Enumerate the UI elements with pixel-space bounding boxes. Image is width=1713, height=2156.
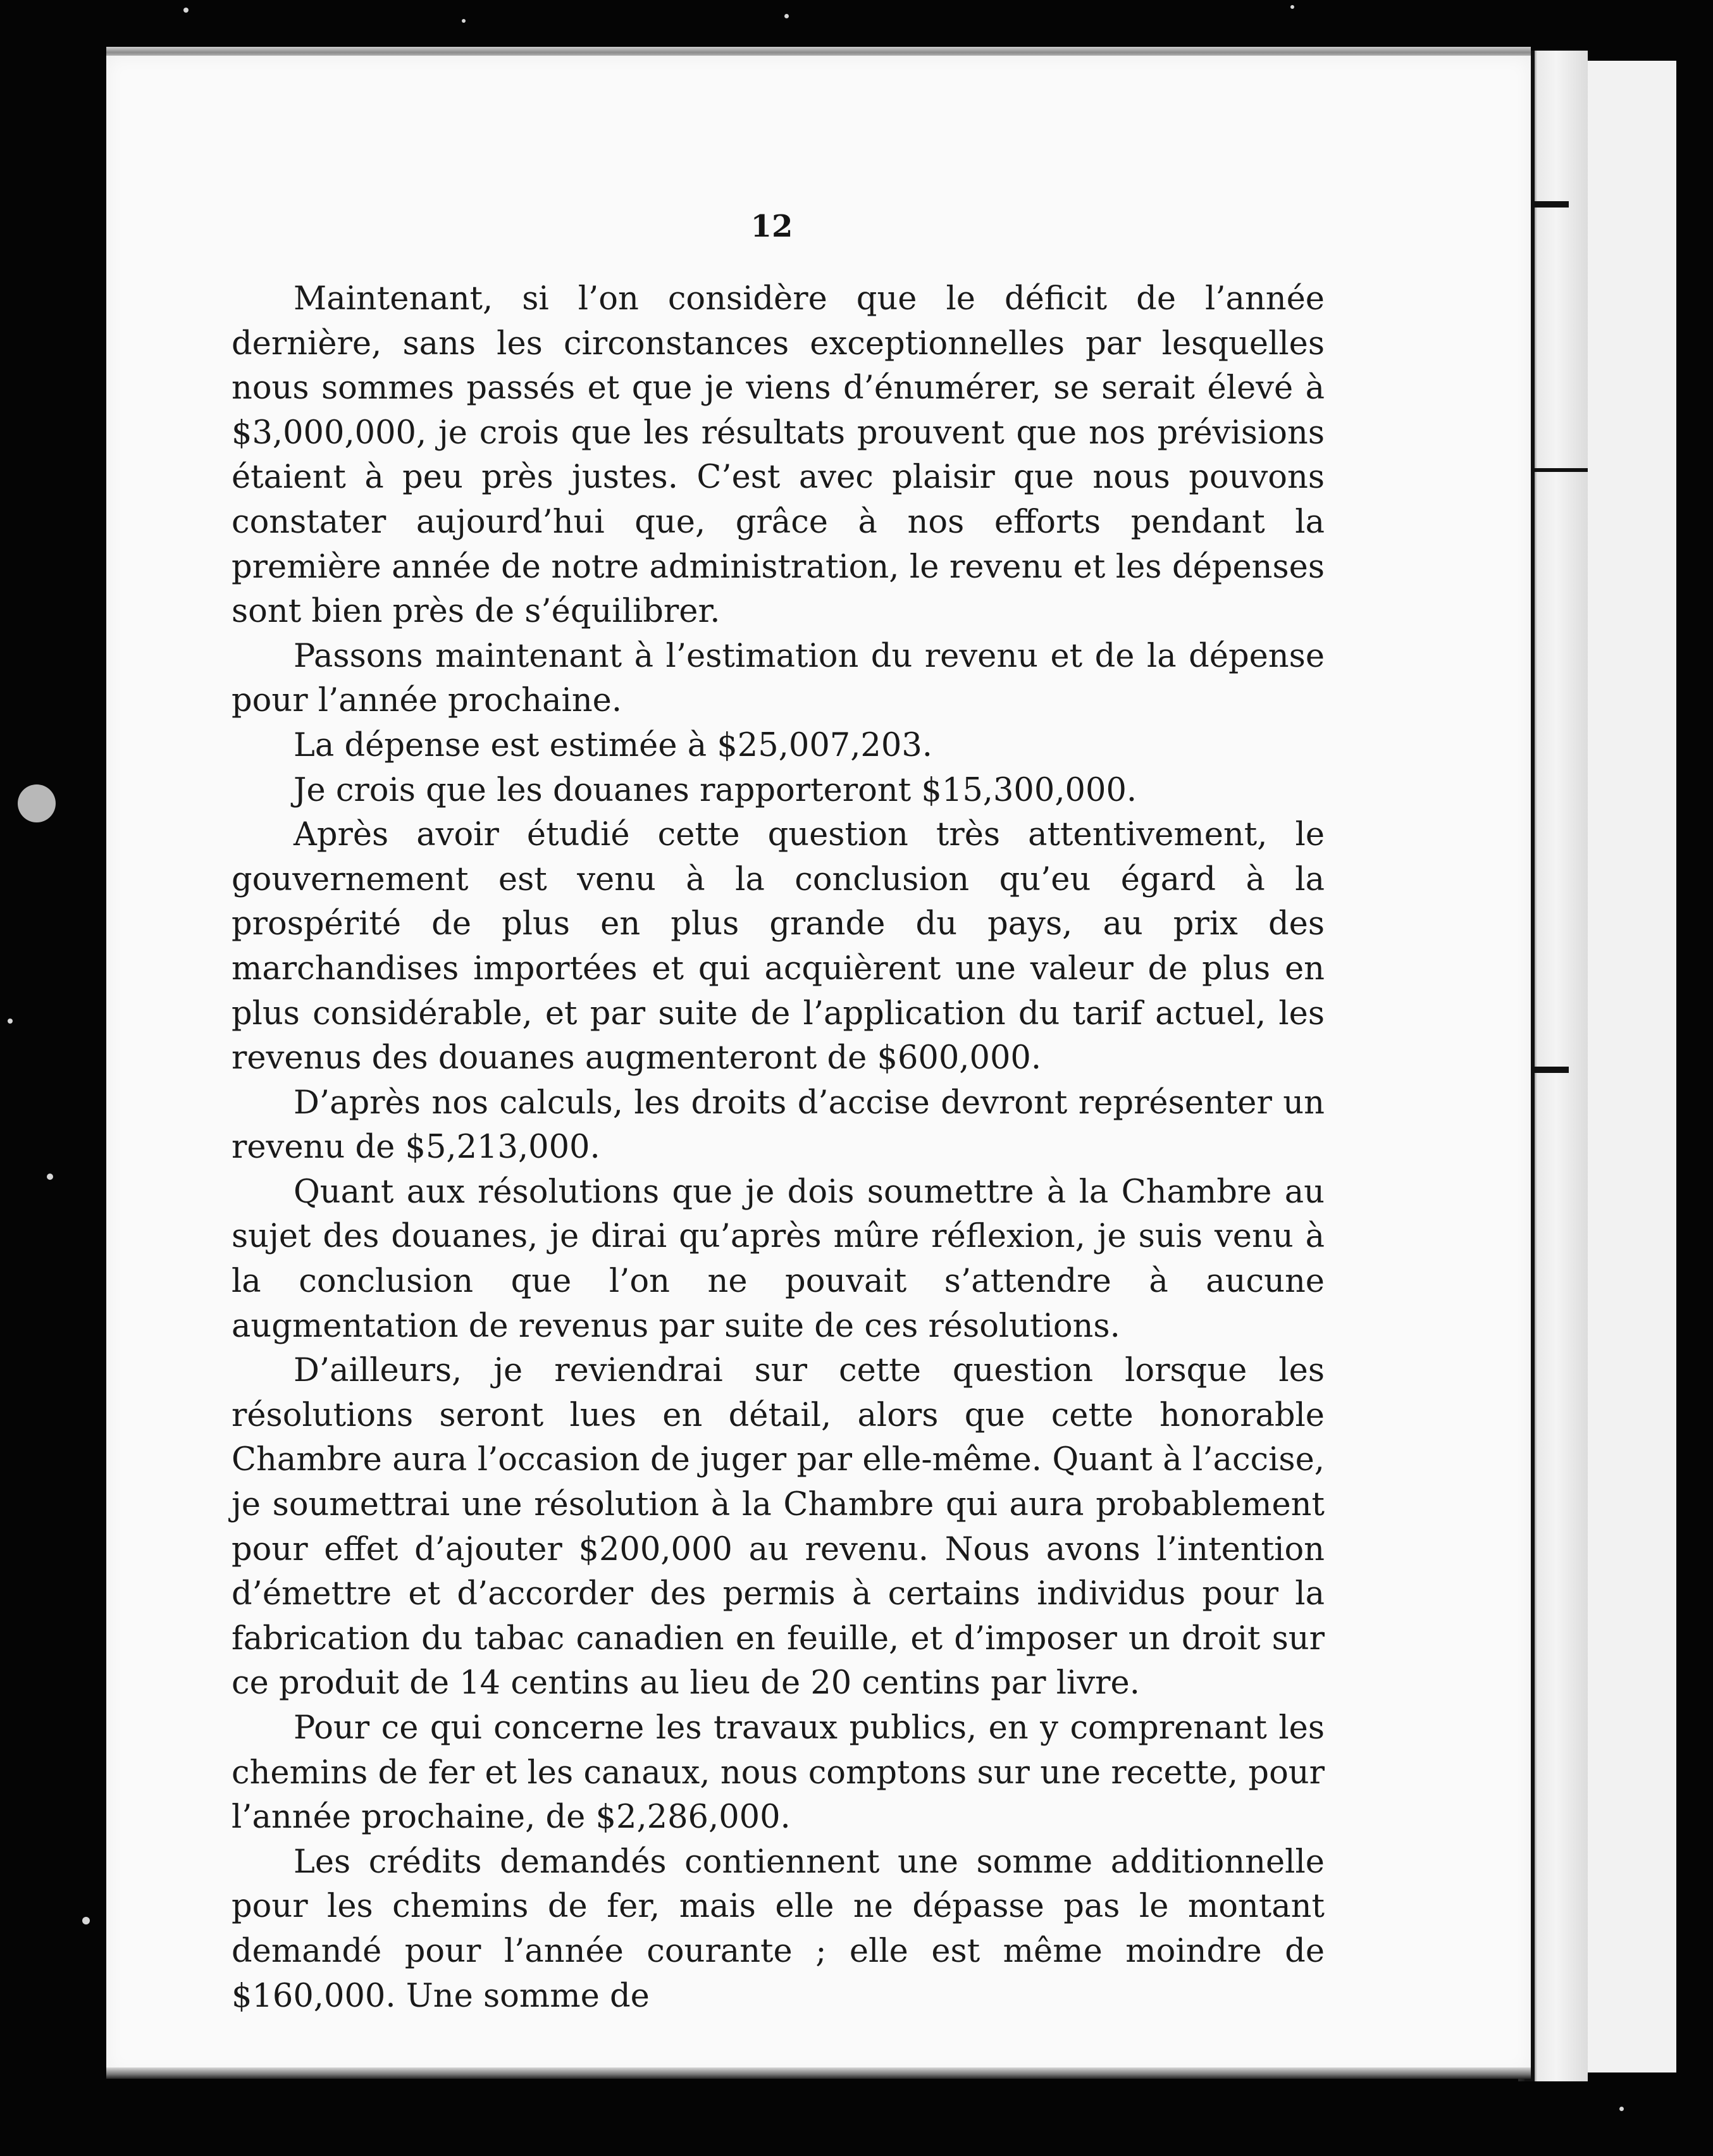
paragraph: La dépense est estimée à $25,007,203. <box>294 726 932 764</box>
paragraph: Quant aux résolutions que je dois soumettre à la Chambre au sujet des douanes, je dirai qu’après mûre réflexion, je suis venu à la conclusion que l’on ne pouvait s’attendre à aucune augmentation de revenus par suite de ces résolutions. <box>232 1173 1325 1345</box>
scan-speck <box>1290 5 1294 9</box>
scan-speck <box>462 19 466 23</box>
page-number: 12 <box>750 209 793 244</box>
paragraph: Passons maintenant à l’estimation du revenu et de la dépense pour l’année prochaine. <box>232 637 1325 720</box>
scan-speck <box>8 1019 13 1024</box>
paragraph: Pour ce qui concerne les travaux publics, en y comprenant les chemins de fer et les canaux, nous comptons sur une recette, pour l’année prochaine, de $2,286,000. <box>232 1709 1325 1837</box>
facing-page-edge <box>1581 61 1676 2072</box>
scan-speck <box>784 14 789 18</box>
paragraph: Je crois que les douanes rapporteront $15,300,000. <box>294 771 1137 809</box>
page-bottom-edge <box>106 2067 1531 2079</box>
scan-speck <box>82 1917 90 1924</box>
body-text <box>232 209 1325 2019</box>
paragraph: D’après nos calculs, les droits d’accise devront représenter un revenu de $5,213,000. <box>232 1084 1325 1167</box>
scan-speck <box>183 8 189 13</box>
paragraph: Maintenant, si l’on considère que le déficit de l’année dernière, sans les circonstances exceptionnelles par lesquelles nous sommes passés et que je viens d’énumérer, se serait élevé à $3,000,000, je crois que les résultats prouvent que nos prévisions étaient à peu près justes. C’est avec plaisir que nous pouvons constater aujourd’hui que, grâce à nos efforts pendant la première année de notre administration, le revenu et les dépenses sont bien près de s’équilibrer. <box>232 280 1325 631</box>
paragraph: Les crédits demandés contiennent une somme additionnelle pour les chemins de fer, mais elle ne dépasse pas le montant demandé pour l’année courante ; elle est même moindre de $160,000. Une somme de <box>232 1843 1325 2015</box>
scan-speck <box>47 1174 53 1180</box>
paragraph: Après avoir étudié cette question très attentivement, le gouvernement est venu à la conclusion qu’eu égard à la prospérité de plus en plus grande du pays, au prix des marchandises importées et qui acquièrent une valeur de plus en plus considérable, et par suite de l’application du tarif actuel, les revenus des douanes augmenteront de $600,000. <box>232 816 1325 1077</box>
scan-speck <box>18 784 56 822</box>
paragraph: D’ailleurs, je reviendrai sur cette question lorsque les résolutions seront lues en détail, alors que cette honorable Chambre aura l’occasion de juger par elle-même. Quant à l’accise, je soumettrai une résolution à la Chambre qui aura probablement pour effet d’ajouter $200,000 au revenu. Nous avons l’intention d’émettre et d’accorder des permis à certains individus pour la fabrication du tabac canadien en feuille, et d’imposer un droit sur ce produit de 14 centins au lieu de 20 centins par livre. <box>232 1352 1325 1702</box>
scan-speck <box>1619 2107 1624 2111</box>
